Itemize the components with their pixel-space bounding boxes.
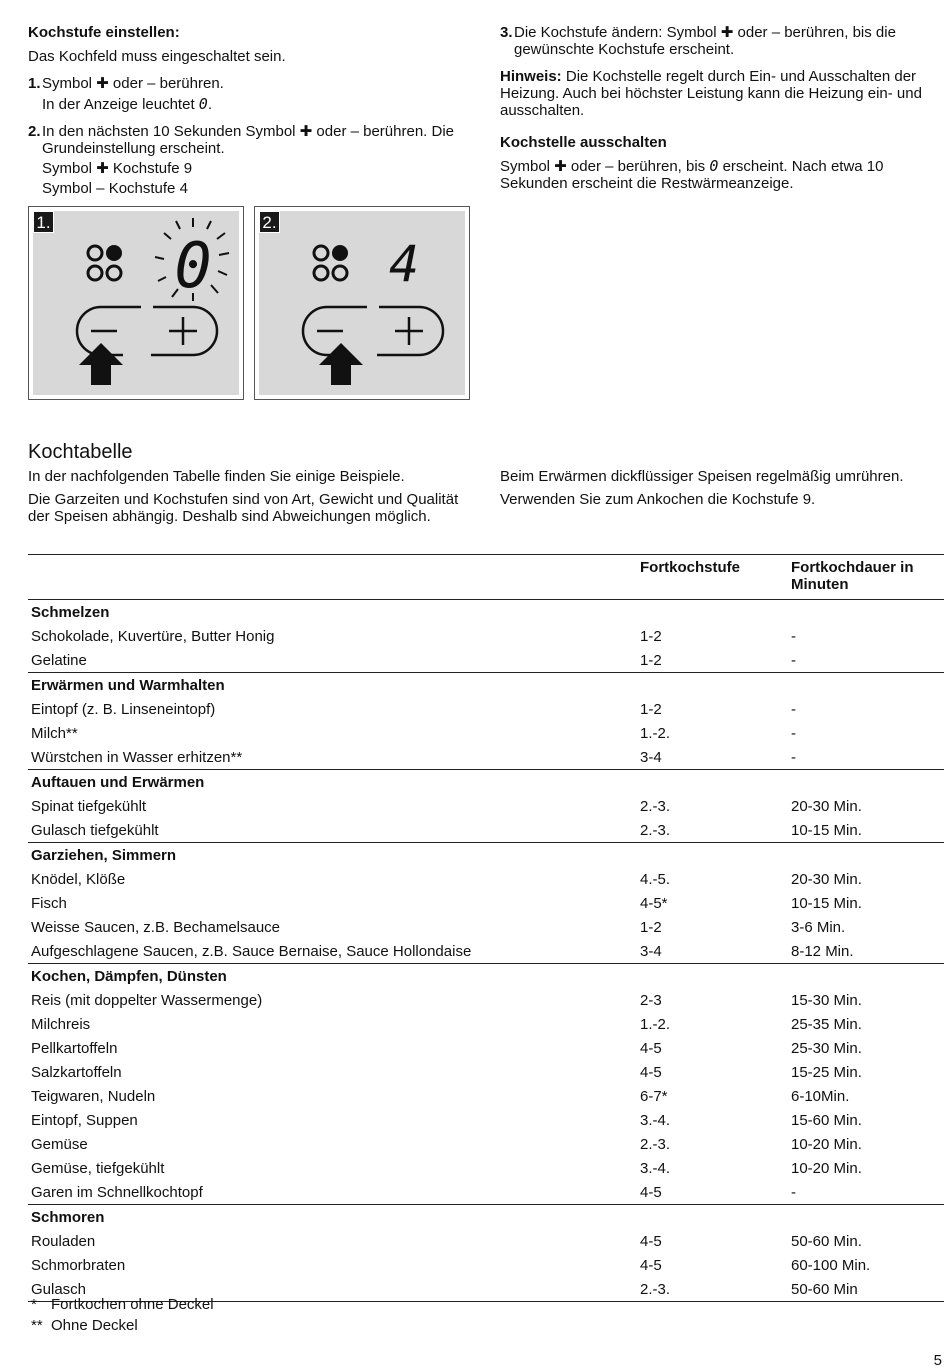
- level-cell: 3-4: [640, 942, 662, 960]
- figure-badge: 2.: [259, 211, 280, 233]
- duration-cell: 20-30 Min.: [791, 797, 862, 815]
- group-label: Auftauen und Erwärmen: [28, 770, 944, 795]
- cooking-table: [28, 554, 944, 1302]
- step-number: 2.: [28, 123, 41, 140]
- step-2-line2: Symbol ✚ Kochstufe 9: [42, 160, 193, 177]
- step-2: [28, 123, 473, 197]
- level-cell: 1.-2.: [640, 724, 671, 742]
- table-row: [28, 1060, 944, 1084]
- note-label: Hinweis:: [500, 68, 562, 85]
- table-row: [28, 867, 944, 891]
- table-group-row: [28, 600, 944, 625]
- table-row: [28, 1012, 944, 1036]
- duration-cell: 20-30 Min.: [791, 870, 862, 888]
- step-3: [500, 24, 945, 58]
- page-number: 5: [933, 1352, 942, 1369]
- dish-cell: Gemüse, tiefgekühlt: [31, 1159, 165, 1177]
- level-cell: 4-5: [640, 1256, 662, 1274]
- group-label: Erwärmen und Warmhalten: [28, 673, 944, 698]
- dish-cell: Teigwaren, Nudeln: [31, 1087, 156, 1105]
- duration-cell: 60-100 Min.: [791, 1256, 871, 1274]
- group-label: Schmelzen: [28, 600, 944, 625]
- left-column: [28, 24, 473, 197]
- step-number: 3.: [500, 24, 513, 41]
- dish-cell: Eintopf, Suppen: [31, 1111, 138, 1129]
- duration-cell: 15-30 Min.: [791, 991, 862, 1009]
- dish-cell: Eintopf (z. B. Linseneintopf): [31, 700, 216, 718]
- table-row: [28, 794, 944, 818]
- table-row: [28, 1132, 944, 1156]
- right-column: [500, 24, 945, 192]
- table-header-row: [28, 555, 944, 600]
- level-cell: 1-2: [640, 651, 662, 669]
- hob-zones-icon: [88, 245, 122, 280]
- table-group-row: [28, 770, 944, 795]
- duration-cell: 50-60 Min.: [791, 1232, 862, 1250]
- duration-cell: -: [791, 627, 796, 645]
- table-row: [28, 1180, 944, 1205]
- duration-cell: 15-25 Min.: [791, 1063, 862, 1081]
- display-zero-symbol: 0: [709, 157, 719, 175]
- duration-cell: 10-15 Min.: [791, 894, 862, 912]
- table-row: [28, 1108, 944, 1132]
- table-row: [28, 1084, 944, 1108]
- duration-cell: 8-12 Min.: [791, 942, 854, 960]
- figure-panel-2: [254, 206, 470, 400]
- dish-cell: Garen im Schnellkochtopf: [31, 1183, 203, 1201]
- step-3-text: Die Kochstufe ändern: Symbol ✚ oder ‒ berühren, bis die gewünschte Kochstufe erscheint.: [514, 24, 896, 58]
- intro-text: Verwenden Sie zum Ankochen die Kochstufe 9.: [500, 491, 816, 508]
- level-cell: 1-2: [640, 627, 662, 645]
- duration-cell: 25-35 Min.: [791, 1015, 862, 1033]
- control-panel-illustration: [33, 211, 239, 395]
- level-cell: 1-2: [640, 918, 662, 936]
- table-body: [28, 600, 944, 1302]
- duration-cell: 3-6 Min.: [791, 918, 846, 936]
- level-cell: 3.-4.: [640, 1159, 671, 1177]
- table-row: [28, 697, 944, 721]
- level-cell: 2.-3.: [640, 1135, 671, 1153]
- step-number: 1.: [28, 75, 41, 92]
- dish-cell: Pellkartoffeln: [31, 1039, 118, 1057]
- duration-cell: 10-15 Min.: [791, 821, 862, 839]
- level-cell: 2-3: [640, 991, 662, 1009]
- display-digit: 0: [174, 229, 212, 302]
- table-row: [28, 648, 944, 673]
- dish-cell: Schokolade, Kuvertüre, Butter Honig: [31, 627, 275, 645]
- footnotes: [31, 1294, 214, 1336]
- table-row: [28, 1253, 944, 1277]
- level-cell: 2.-3.: [640, 797, 671, 815]
- touch-arrow-icon: [319, 343, 363, 385]
- kochtabelle-heading: Kochtabelle: [28, 441, 133, 463]
- table-row: [28, 745, 944, 770]
- column-header: Fortkochdauer in Minuten: [788, 555, 944, 600]
- minus-plus-button-icon: [303, 307, 443, 355]
- level-cell: 1.-2.: [640, 1015, 671, 1033]
- level-cell: 3.-4.: [640, 1111, 671, 1129]
- duration-cell: 15-60 Min.: [791, 1111, 862, 1129]
- dish-cell: Salzkartoffeln: [31, 1063, 122, 1081]
- duration-cell: 10-20 Min.: [791, 1135, 862, 1153]
- dish-cell: Aufgeschlagene Saucen, z.B. Sauce Bernaise, Sauce Hollondaise: [31, 942, 472, 960]
- hob-zones-icon: [314, 245, 348, 280]
- dish-cell: Gelatine: [31, 651, 87, 669]
- figure-panel-1: [28, 206, 244, 400]
- table-group-row: [28, 964, 944, 989]
- section-heading-off: Kochstelle ausschalten: [500, 134, 667, 151]
- step-1: [28, 75, 473, 113]
- duration-cell: -: [791, 700, 796, 718]
- level-cell: 3-4: [640, 748, 662, 766]
- intro-right: [500, 468, 945, 514]
- duration-cell: -: [791, 748, 796, 766]
- dish-cell: Milchreis: [31, 1015, 91, 1033]
- display-zero-symbol: 0: [198, 95, 208, 113]
- dish-cell: Rouladen: [31, 1232, 96, 1250]
- level-cell: 4.-5.: [640, 870, 671, 888]
- level-cell: 6-7*: [640, 1087, 668, 1105]
- dish-cell: Gemüse: [31, 1135, 88, 1153]
- table-group-row: [28, 843, 944, 868]
- group-label: Schmoren: [28, 1205, 944, 1230]
- dish-cell: Weisse Saucen, z.B. Bechamelsauce: [31, 918, 281, 936]
- duration-cell: -: [791, 724, 796, 742]
- dish-cell: Schmorbraten: [31, 1256, 126, 1274]
- table-row: [28, 624, 944, 648]
- duration-cell: -: [791, 651, 796, 669]
- footnote: ** Ohne Deckel: [31, 1317, 138, 1334]
- level-cell: 1-2: [640, 700, 662, 718]
- table-row: [28, 1036, 944, 1060]
- table-row: [28, 988, 944, 1012]
- table-row: [28, 915, 944, 939]
- level-cell: 4-5: [640, 1063, 662, 1081]
- table-row: [28, 818, 944, 843]
- table-group-row: [28, 1205, 944, 1230]
- dish-cell: Knödel, Klöße: [31, 870, 126, 888]
- group-label: Kochen, Dämpfen, Dünsten: [28, 964, 944, 989]
- level-cell: 4-5: [640, 1039, 662, 1057]
- dish-cell: Gulasch tiefgekühlt: [31, 821, 159, 839]
- table-row: [28, 721, 944, 745]
- group-label: Garziehen, Simmern: [28, 843, 944, 868]
- level-cell: 4-5: [640, 1232, 662, 1250]
- dish-cell: Spinat tiefgekühlt: [31, 797, 147, 815]
- level-cell: 4-5*: [640, 894, 668, 912]
- table-row: [28, 1156, 944, 1180]
- note-text: Die Kochstelle regelt durch Ein- und Ausschalten der Heizung. Auch bei höchster Leistung kann die Heizung ein- und ausschalten.: [500, 68, 922, 119]
- table-row: [28, 939, 944, 964]
- dish-cell: Reis (mit doppelter Wassermenge): [31, 991, 263, 1009]
- off-instructions: Symbol ✚ oder ‒ berühren, bis 0 erscheint. Nach etwa 10 Sekunden erscheint die Restwärmeanzeige.: [500, 157, 884, 192]
- dish-cell: Fisch: [31, 894, 67, 912]
- column-header: [28, 555, 637, 600]
- intro-text: In der nachfolgenden Tabelle finden Sie einige Beispiele.: [28, 468, 405, 485]
- level-cell: 4-5: [640, 1183, 662, 1201]
- duration-cell: -: [791, 1183, 796, 1201]
- intro-left: [28, 468, 468, 531]
- prerequisite-text: Das Kochfeld muss eingeschaltet sein.: [28, 48, 286, 65]
- step-2-text: In den nächsten 10 Sekunden Symbol ✚ oder ‒ berühren. Die Grundeinstellung erscheint.: [42, 123, 455, 157]
- duration-cell: 50-60 Min: [788, 1277, 944, 1302]
- column-header: Fortkochstufe: [637, 555, 788, 600]
- step-1-text: Symbol ✚ oder ‒ berühren.: [42, 75, 224, 92]
- duration-cell: 25-30 Min.: [791, 1039, 862, 1057]
- dish-cell: Milch**: [31, 724, 78, 742]
- intro-text: Beim Erwärmen dickflüssiger Speisen regelmäßig umrühren.: [500, 468, 904, 485]
- footnote: * Fortkochen ohne Deckel: [31, 1296, 214, 1313]
- display-digit: 4: [388, 235, 420, 293]
- table-row: [28, 891, 944, 915]
- figure-badge: 1.: [33, 211, 54, 233]
- step-1-line2: In der Anzeige leuchtet 0.: [42, 95, 212, 113]
- dish-cell: Würstchen in Wasser erhitzen**: [31, 748, 243, 766]
- level-cell: 2.-3.: [640, 821, 671, 839]
- note-paragraph: [500, 68, 945, 119]
- level-cell: 2.-3.: [637, 1277, 788, 1302]
- duration-cell: 6-10Min.: [791, 1087, 850, 1105]
- control-panel-illustration: [259, 211, 465, 395]
- table-group-row: [28, 673, 944, 698]
- dish-cell: Gulasch: [28, 1277, 637, 1302]
- section-heading-kochstufe: Kochstufe einstellen:: [28, 24, 180, 41]
- intro-text: Die Garzeiten und Kochstufen sind von Art, Gewicht und Qualität der Speisen abhängig. Deshalb sind Abweichungen möglich.: [28, 491, 459, 525]
- table-row: [28, 1229, 944, 1253]
- step-2-line3: Symbol ‒ Kochstufe 4: [42, 180, 188, 197]
- duration-cell: 10-20 Min.: [791, 1159, 862, 1177]
